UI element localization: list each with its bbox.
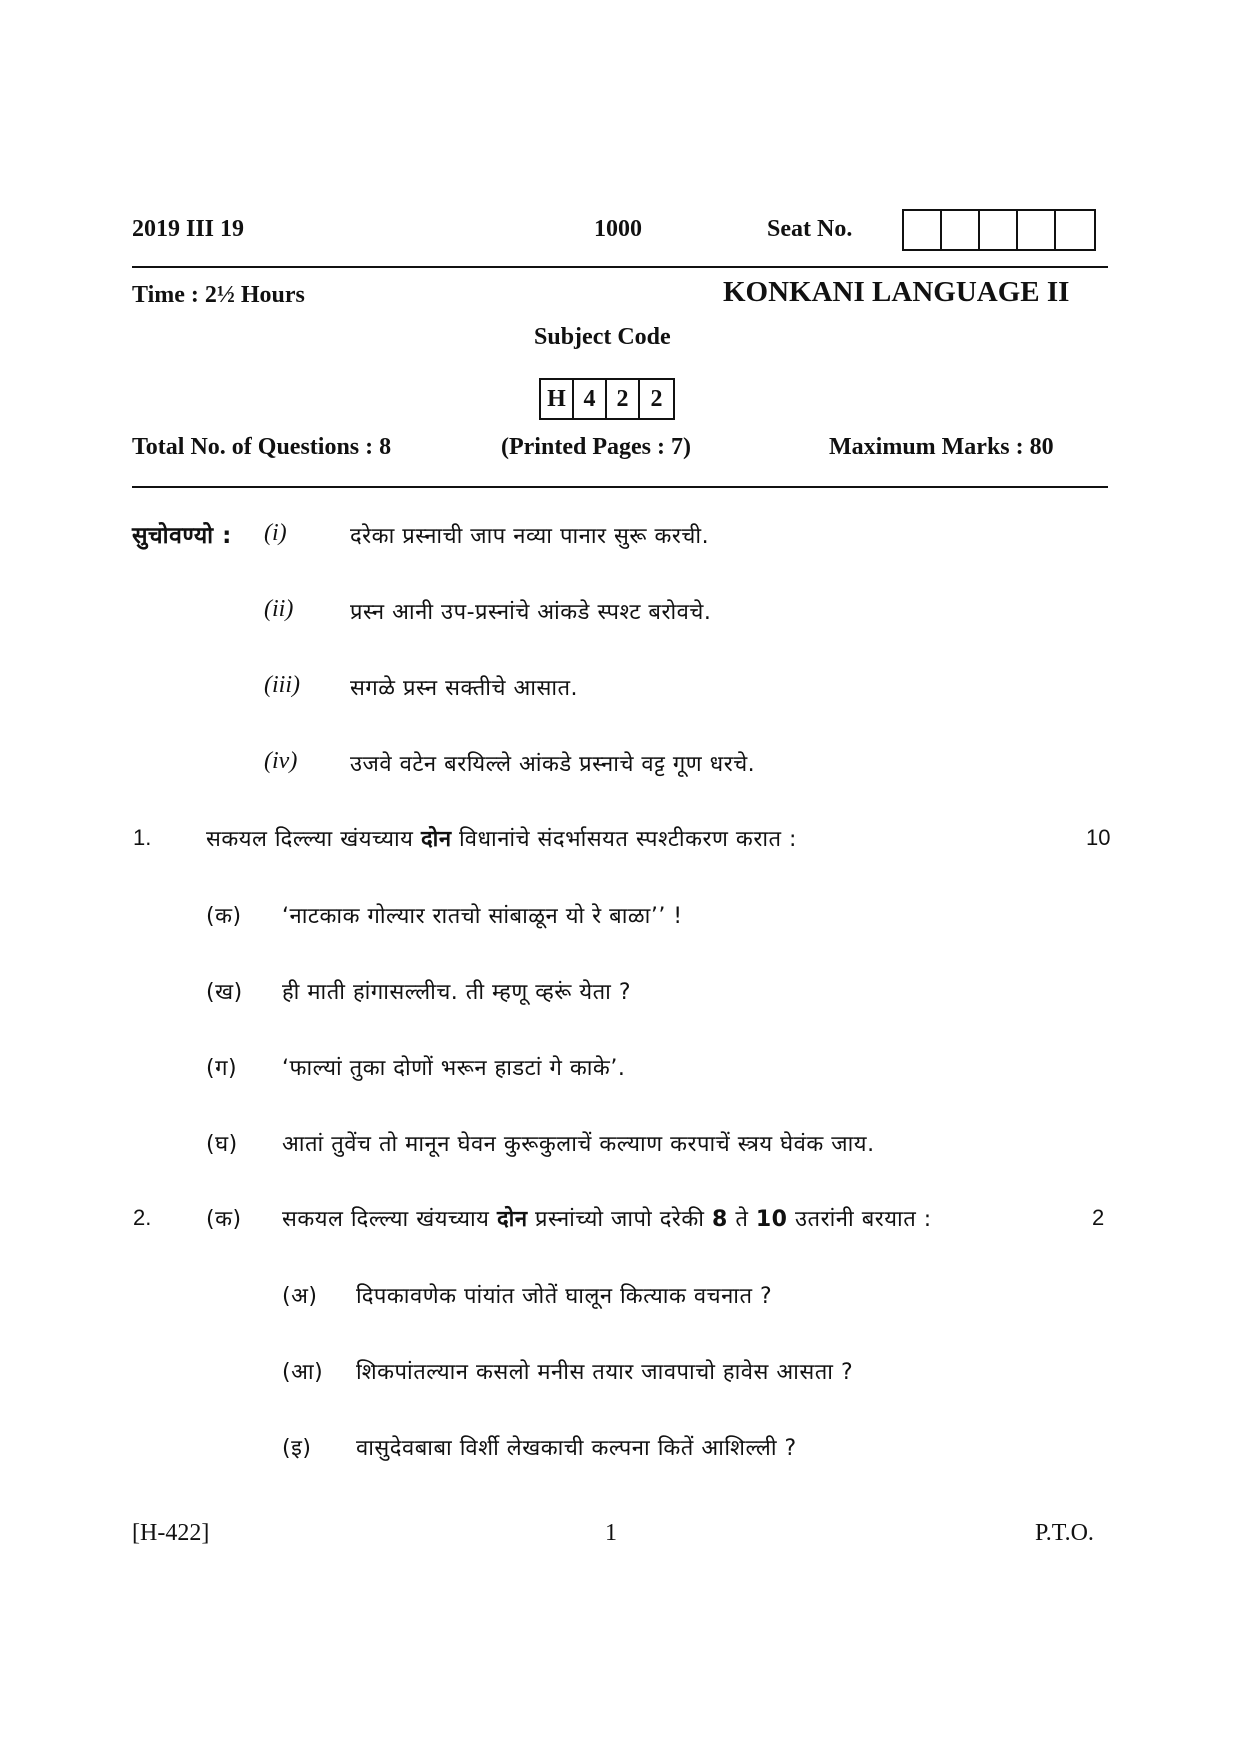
- question-text-part: सकयल दिल्ल्या खंयच्याय: [282, 1207, 490, 1232]
- question-text-part: प्रस्नांच्यो जापो दरेकी: [535, 1207, 705, 1232]
- sub-question-label: (ख): [206, 980, 243, 1005]
- instruction-num: (iii): [264, 672, 300, 698]
- header-rule-bottom: [132, 486, 1108, 488]
- question-number: 1.: [133, 825, 152, 850]
- sub-question-text: ही माती हांगासल्लीच. ती म्हणू व्हरूं येता ?: [282, 980, 632, 1005]
- question-text-emphasis: 8: [712, 1207, 728, 1232]
- code-cell: 2: [607, 380, 640, 418]
- sub-question-label: (घ): [206, 1132, 238, 1157]
- page-number: 1: [605, 1520, 617, 1546]
- copies-count: 1000: [594, 216, 642, 242]
- seat-cell: [904, 211, 942, 249]
- instruction-text: उजवे वटेन बरयिल्ले आंकडे प्रस्नाचे वट्ट गूण धरचे.: [350, 752, 756, 777]
- total-questions: Total No. of Questions : 8: [132, 434, 392, 460]
- header-rule-top: [132, 266, 1108, 268]
- instructions-label: सुचोवण्यो :: [132, 523, 232, 549]
- question-2-text: [282, 1203, 932, 1233]
- please-turn-over: P.T.O.: [1035, 1520, 1094, 1546]
- sub-question-label: (ग): [206, 1056, 238, 1081]
- instruction-text: प्रस्न आनी उप-प्रस्नांचे आंकडे स्पश्ट बरोवचे.: [350, 600, 712, 625]
- instruction-num: (iv): [264, 748, 298, 774]
- sub-question-text: ‘नाटकाक गोल्यार रातचो सांबाळून यो रे बाळा’’ !: [282, 904, 683, 929]
- sub-question-text: शिकपांतल्यान कसलो मनीस तयार जावपाचो हावेस आसता ?: [356, 1360, 854, 1385]
- seat-cell: [980, 211, 1018, 249]
- instruction-num: (i): [264, 520, 287, 546]
- subject-code-label: Subject Code: [534, 324, 671, 350]
- instruction-num: (ii): [264, 596, 294, 622]
- sub-question-label: (क): [206, 1207, 242, 1232]
- question-text-part: सकयल दिल्ल्या खंयच्याय: [206, 827, 414, 852]
- seat-number-boxes: [902, 209, 1096, 251]
- time-allowed: Time : 2½ Hours: [132, 282, 305, 308]
- seat-cell: [1056, 211, 1094, 249]
- sub-question-label: (अ): [282, 1284, 318, 1309]
- sub-question-text: आतां तुवेंच तो मानून घेवन कुरूकुलाचें कल्याण करपाचें स्त्रय घेवंक जाय.: [282, 1132, 875, 1157]
- sub-question-label: (क): [206, 904, 242, 929]
- sub-question-text: वासुदेवबाबा विर्शी लेखकाची कल्पना कितें आशिल्ली ?: [356, 1436, 797, 1461]
- question-text-part: ते: [735, 1207, 749, 1232]
- instruction-text: दरेका प्रस्नाची जाप नव्या पानार सुरू करची.: [350, 524, 710, 549]
- code-cell: 4: [574, 380, 607, 418]
- printed-pages: (Printed Pages : 7): [501, 434, 691, 460]
- code-cell: H: [541, 380, 574, 418]
- question-text-part: उतरांनी बरयात :: [795, 1207, 932, 1232]
- sub-question-label: (आ): [282, 1360, 324, 1385]
- question-text-emphasis: दोन: [420, 827, 452, 852]
- sub-question-text: दिपकावणेक पांयांत जोतें घालून कित्याक वचनात ?: [356, 1284, 773, 1309]
- code-cell: 2: [650, 385, 663, 412]
- sub-question-label: (इ): [282, 1436, 312, 1461]
- exam-code: 2019 III 19: [132, 216, 245, 242]
- question-number: 2.: [133, 1205, 152, 1230]
- seat-label: Seat No.: [767, 216, 853, 242]
- question-marks: 10: [1086, 825, 1111, 850]
- question-1-text: [206, 823, 797, 853]
- question-text-emphasis: दोन: [496, 1207, 528, 1232]
- instruction-text: सगळे प्रस्न सक्तीचे आसात.: [350, 676, 579, 701]
- question-marks: 2: [1092, 1205, 1105, 1230]
- question-text-emphasis: 10: [755, 1207, 788, 1232]
- seat-cell: [942, 211, 980, 249]
- question-text-part: विधानांचे संदर्भासयत स्पश्टीकरण करात :: [459, 827, 797, 852]
- subject-title: KONKANI LANGUAGE II: [723, 276, 1070, 308]
- seat-cell: [1018, 211, 1056, 249]
- paper-code: [H-422]: [132, 1520, 210, 1546]
- maximum-marks: Maximum Marks : 80: [829, 434, 1054, 460]
- subject-code-boxes: [539, 378, 675, 420]
- sub-question-text: ‘फाल्यां तुका दोणों भरून हाडटां गे काके’.: [282, 1056, 626, 1081]
